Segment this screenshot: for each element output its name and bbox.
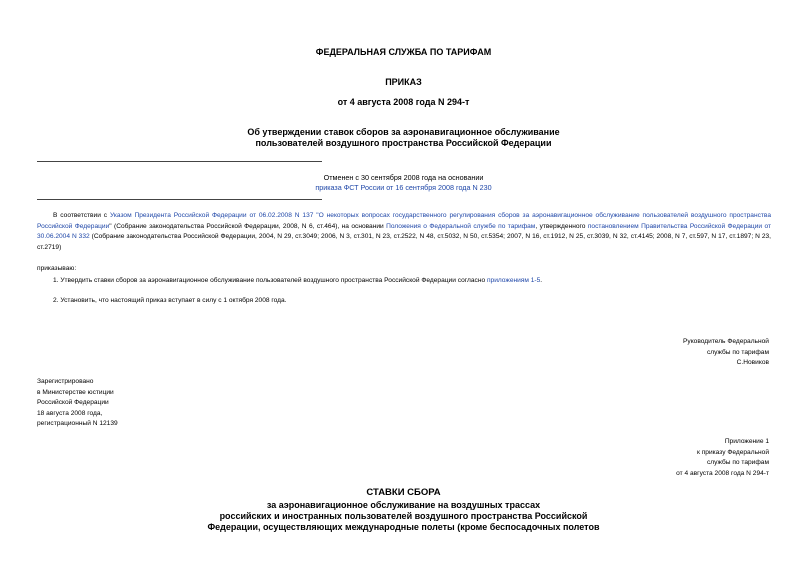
- preamble-paragraph: [37, 211, 771, 253]
- presidential-decree-link[interactable]: Указом Президента Российской Федерации от 06.02.2008 N 137 "О некоторых вопросах государственного регулирования сборов за аэронавигационное обслуживание пользователей воздушного пространства Российской Федерации: [37, 212, 771, 230]
- divider-top: [37, 161, 322, 162]
- appendix-title-main: СТАВКИ СБОРА: [366, 487, 441, 498]
- appendix-line1: Приложение 1: [724, 438, 769, 445]
- appendix-line3: службы по тарифам: [706, 459, 769, 466]
- doc-title-line1: Об утверждении ставок сборов за аэронавигационное обслуживание: [247, 127, 560, 137]
- registration-line3: Российской Федерации: [37, 399, 109, 406]
- registration-line1: Зарегистрировано: [37, 378, 94, 385]
- appendix-title-line2: за аэронавигационное обслуживание на воздушных трассах: [266, 500, 541, 510]
- appendix-line4: от 4 августа 2008 года N 294-т: [676, 469, 769, 477]
- signature-line1: Руководитель Федеральной: [683, 338, 769, 345]
- fst-regulation-link[interactable]: Положения о Федеральной службе по тарифам: [386, 222, 536, 230]
- cancel-order-link[interactable]: приказа ФСТ России от 16 сентября 2008 года N 230: [315, 183, 492, 192]
- government-decree-link[interactable]: постановлением Правительства Российской Федерации от 30.06.2004 N 332: [37, 222, 771, 240]
- divider-bottom: [37, 199, 322, 200]
- appendices-link[interactable]: приложениям 1-5: [486, 277, 541, 284]
- appendix-title-line4: Федерации, осуществляющих международные полеты (кроме беспосадочных полетов: [207, 522, 600, 532]
- registration-block: [37, 377, 118, 430]
- signature-block: [683, 337, 769, 369]
- order-item-1: [53, 276, 771, 287]
- registration-line2: в Министерстве юстиции: [37, 388, 114, 396]
- appendix-line2: к приказу Федеральной: [697, 448, 769, 456]
- registration-line4: 18 августа 2008 года,: [37, 409, 103, 417]
- doc-type: ПРИКАЗ: [385, 77, 422, 87]
- preamble-text-2: " (Собрание законодательства Российской Федерации, 2008, N 6, ст.464), на основании: [109, 222, 387, 230]
- doc-title-line2: пользователей воздушного пространства Российской Федерации: [255, 138, 552, 148]
- order-item-2: 2. Установить, что настоящий приказ вступает в силу с 1 октября 2008 года.: [53, 297, 287, 304]
- appendix-header: [676, 437, 769, 479]
- preamble-text-3: , утвержденного: [535, 222, 588, 230]
- appendix-title-line3: российских и иностранных пользователей воздушного пространства Российской: [219, 511, 588, 521]
- order-item-1-text: 1. Утвердить ставки сборов за аэронавигационное обслуживание пользователей воздушного пространства Российской Федерации согласно: [53, 277, 487, 284]
- signature-line2: службы по тарифам: [706, 348, 769, 356]
- signature-name: С.Новиков: [736, 359, 769, 366]
- agency-name: ФЕДЕРАЛЬНАЯ СЛУЖБА ПО ТАРИФАМ: [315, 47, 492, 57]
- registration-line5: регистрационный N 12139: [37, 420, 118, 427]
- doc-date: от 4 августа 2008 года N 294-т: [337, 97, 470, 107]
- preamble-text-1: В соответствии с: [53, 212, 110, 219]
- preamble-text-4: (Собрание законодательства Российской Федерации, 2004, N 29, ст.3049; 2006, N 3, ст.301, N 23, ст.2522, N 48, ст.5032, N 50, ст.5354; 2007, N 16, ст.1912, N 25, ст.3039, N 32, ст.4145; 2008, N 7, ст.597, N 17, ст.1897; N 23, ст.2719): [37, 233, 771, 251]
- cancel-note-text: Отменен с 30 сентября 2008 года на основании: [323, 173, 484, 182]
- order-item-1-end: .: [540, 277, 543, 284]
- prikazyvayu-label: приказываю:: [37, 265, 77, 272]
